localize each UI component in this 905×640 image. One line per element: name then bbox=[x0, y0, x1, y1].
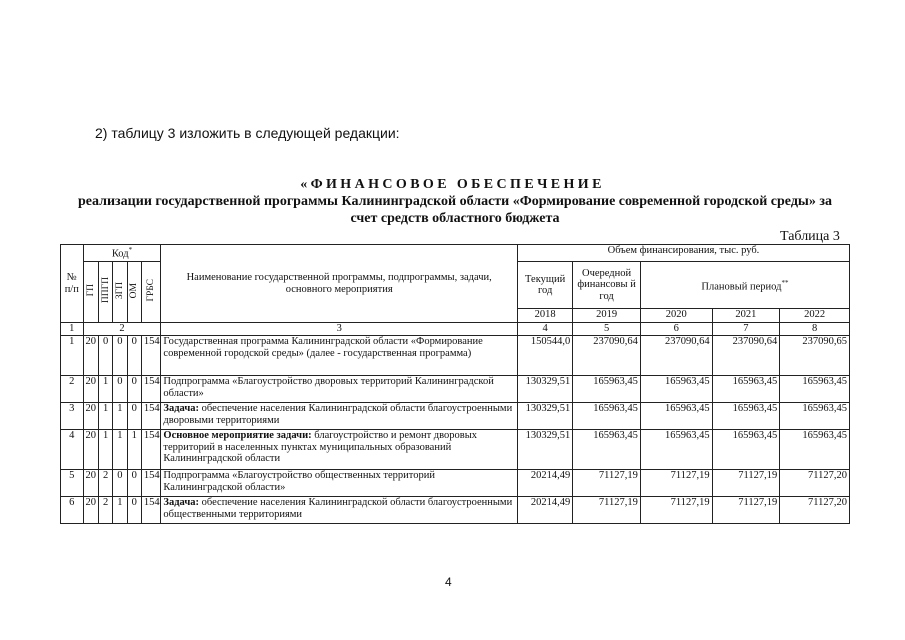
column-number: 1 bbox=[61, 323, 84, 336]
column-number: 4 bbox=[517, 323, 572, 336]
cell-v2021: 71127,19 bbox=[712, 497, 780, 524]
cell-v2018: 130329,51 bbox=[517, 403, 572, 430]
cell-ppgp: 2 bbox=[98, 497, 112, 524]
cell-v2019: 165963,45 bbox=[573, 403, 641, 430]
cell-ppgp: 1 bbox=[98, 403, 112, 430]
cell-gp: 20 bbox=[83, 497, 98, 524]
cell-n: 6 bbox=[61, 497, 84, 524]
cell-zgp: 0 bbox=[113, 470, 127, 497]
header-code-ppgp: ППГП bbox=[98, 262, 112, 323]
cell-v2019: 71127,19 bbox=[573, 470, 641, 497]
cell-om: 0 bbox=[127, 497, 141, 524]
cell-gp: 20 bbox=[83, 470, 98, 497]
cell-v2018: 20214,49 bbox=[517, 497, 572, 524]
cell-name: Государственная программа Калининградской области «Формирование современной городской среды» (далее - государственная программа) bbox=[161, 336, 518, 376]
header-year: 2022 bbox=[780, 309, 850, 323]
header-name: Наименование государственной программы, подпрограммы, задачи, основного мероприятия bbox=[161, 245, 518, 323]
cell-grbs: 154 bbox=[141, 497, 161, 524]
header-volume: Объем финансирования, тыс. руб. bbox=[517, 245, 849, 262]
cell-n: 1 bbox=[61, 336, 84, 376]
header-planned-period: Плановый период** bbox=[640, 262, 849, 309]
cell-grbs: 154 bbox=[141, 376, 161, 403]
cell-zgp: 0 bbox=[113, 336, 127, 376]
header-year: 2019 bbox=[573, 309, 641, 323]
cell-om: 1 bbox=[127, 430, 141, 470]
cell-v2018: 150544,0 bbox=[517, 336, 572, 376]
cell-v2018: 130329,51 bbox=[517, 376, 572, 403]
column-number: 3 bbox=[161, 323, 518, 336]
header-num: № п/п bbox=[61, 245, 84, 323]
cell-gp: 20 bbox=[83, 403, 98, 430]
cell-v2019: 237090,64 bbox=[573, 336, 641, 376]
cell-om: 0 bbox=[127, 470, 141, 497]
cell-grbs: 154 bbox=[141, 470, 161, 497]
cell-om: 0 bbox=[127, 403, 141, 430]
cell-v2022: 165963,45 bbox=[780, 403, 850, 430]
cell-v2020: 165963,45 bbox=[640, 376, 712, 403]
cell-v2021: 71127,19 bbox=[712, 470, 780, 497]
cell-grbs: 154 bbox=[141, 403, 161, 430]
document-subtitle: реализации государственной программы Калининградской области «Формирование современной городской среды» за счет средств областного бюджета bbox=[78, 194, 832, 226]
table-label: Таблица 3 bbox=[780, 229, 840, 244]
cell-ppgp: 1 bbox=[98, 376, 112, 403]
header-current-year: Текущий год bbox=[517, 262, 572, 309]
document-title: «ФИНАНСОВОЕ ОБЕСПЕЧЕНИЕ bbox=[300, 177, 605, 192]
header-code-gp: ГП bbox=[83, 262, 98, 323]
header-code-zgp: ЗГП bbox=[113, 262, 127, 323]
cell-v2022: 237090,65 bbox=[780, 336, 850, 376]
cell-om: 0 bbox=[127, 336, 141, 376]
cell-ppgp: 2 bbox=[98, 470, 112, 497]
page-number: 4 bbox=[445, 575, 452, 589]
cell-gp: 20 bbox=[83, 336, 98, 376]
cell-v2022: 165963,45 bbox=[780, 376, 850, 403]
cell-name: Подпрограмма «Благоустройство дворовых территорий Калининградской области» bbox=[161, 376, 518, 403]
table-row bbox=[61, 497, 850, 524]
cell-v2018: 20214,49 bbox=[517, 470, 572, 497]
cell-v2020: 237090,64 bbox=[640, 336, 712, 376]
cell-v2022: 71127,20 bbox=[780, 497, 850, 524]
header-code-grbs: ГРБС bbox=[141, 262, 161, 323]
header-code: Код* bbox=[83, 245, 161, 262]
header-code-om: ОМ bbox=[127, 262, 141, 323]
column-number: 5 bbox=[573, 323, 641, 336]
cell-v2022: 71127,20 bbox=[780, 470, 850, 497]
cell-v2020: 71127,19 bbox=[640, 497, 712, 524]
cell-zgp: 1 bbox=[113, 497, 127, 524]
financing-table bbox=[60, 244, 850, 524]
table-row bbox=[61, 376, 850, 403]
table-row bbox=[61, 470, 850, 497]
table-row bbox=[61, 336, 850, 376]
cell-grbs: 154 bbox=[141, 430, 161, 470]
cell-n: 2 bbox=[61, 376, 84, 403]
cell-n: 5 bbox=[61, 470, 84, 497]
cell-v2019: 165963,45 bbox=[573, 376, 641, 403]
cell-v2020: 165963,45 bbox=[640, 430, 712, 470]
cell-v2021: 165963,45 bbox=[712, 403, 780, 430]
cell-v2020: 71127,19 bbox=[640, 470, 712, 497]
cell-n: 4 bbox=[61, 430, 84, 470]
cell-v2019: 71127,19 bbox=[573, 497, 641, 524]
cell-v2022: 165963,45 bbox=[780, 430, 850, 470]
cell-v2021: 165963,45 bbox=[712, 376, 780, 403]
column-number: 7 bbox=[712, 323, 780, 336]
cell-grbs: 154 bbox=[141, 336, 161, 376]
cell-zgp: 1 bbox=[113, 430, 127, 470]
cell-v2021: 237090,64 bbox=[712, 336, 780, 376]
cell-name: Основное мероприятие задачи: благоустройство и ремонт дворовых территорий в населенных пунктах муниципальных образований Калининградской области bbox=[161, 430, 518, 470]
cell-gp: 20 bbox=[83, 430, 98, 470]
header-year: 2018 bbox=[517, 309, 572, 323]
cell-zgp: 0 bbox=[113, 376, 127, 403]
column-number: 6 bbox=[640, 323, 712, 336]
header-year: 2021 bbox=[712, 309, 780, 323]
intro-text: 2) таблицу 3 изложить в следующей редакции: bbox=[95, 125, 400, 141]
cell-zgp: 1 bbox=[113, 403, 127, 430]
cell-ppgp: 0 bbox=[98, 336, 112, 376]
cell-n: 3 bbox=[61, 403, 84, 430]
table-row bbox=[61, 430, 850, 470]
cell-gp: 20 bbox=[83, 376, 98, 403]
cell-name: Задача: обеспечение населения Калининградской области благоустроенными дворовыми территориями bbox=[161, 403, 518, 430]
cell-name: Подпрограмма «Благоустройство общественных территорий Калининградской области» bbox=[161, 470, 518, 497]
table-row bbox=[61, 403, 850, 430]
cell-v2020: 165963,45 bbox=[640, 403, 712, 430]
column-number: 2 bbox=[83, 323, 161, 336]
cell-v2018: 130329,51 bbox=[517, 430, 572, 470]
header-next-year: Очередной финансовы й год bbox=[573, 262, 641, 309]
cell-name: Задача: обеспечение населения Калининградской области благоустроенными общественными территориями bbox=[161, 497, 518, 524]
header-year: 2020 bbox=[640, 309, 712, 323]
cell-om: 0 bbox=[127, 376, 141, 403]
cell-v2021: 165963,45 bbox=[712, 430, 780, 470]
cell-ppgp: 1 bbox=[98, 430, 112, 470]
cell-v2019: 165963,45 bbox=[573, 430, 641, 470]
column-number: 8 bbox=[780, 323, 850, 336]
